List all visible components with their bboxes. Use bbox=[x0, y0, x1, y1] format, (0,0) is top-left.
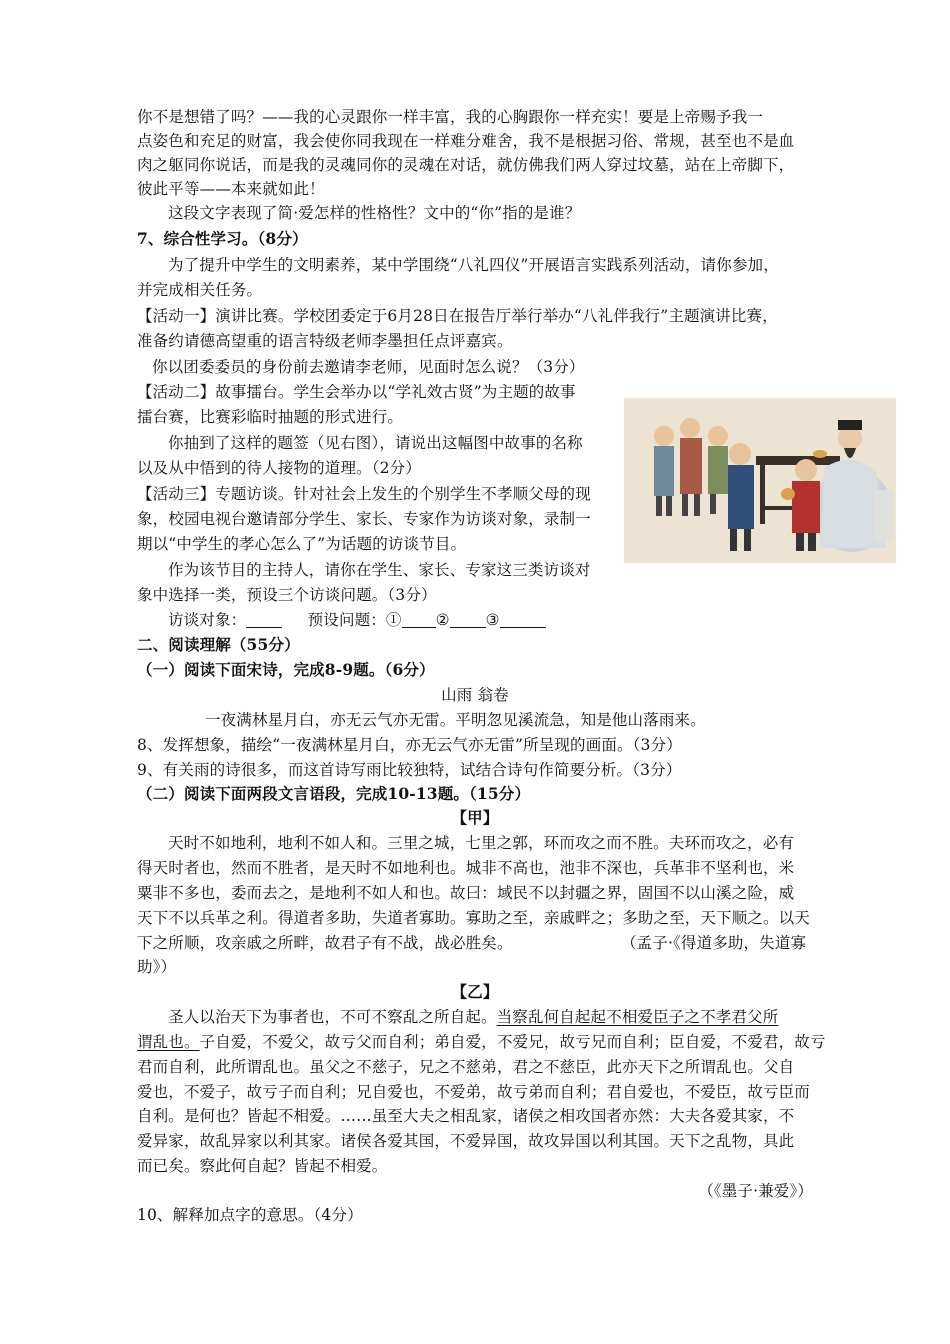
text-line: 作为该节目的主持人，请你在学生、家长、专家这三类访谈对 bbox=[168, 561, 591, 579]
question-line: 8、发挥想象，描绘“一夜满林星月白，亦无云气亦无雷”所呈现的画面。（3分） bbox=[137, 736, 682, 754]
passage-line: 爱也，不爱子，故亏子而自利；兄自爱也，不爱弟，故亏弟而自利；君自爱也，不爱臣，故亏臣而 bbox=[137, 1083, 810, 1101]
underlined-sentence: 谓乱也。 bbox=[137, 1033, 200, 1051]
section-heading: （二）阅读下面两段文言语段，完成10-13题。（15分） bbox=[137, 784, 531, 803]
text-line: 擂台赛，比赛彩临时抽题的形式进行。 bbox=[137, 408, 404, 426]
text-line: 你不是想错了吗？——我的心灵跟你一样丰富，我的心胸跟你一样充实！要是上帝赐予我一 bbox=[137, 108, 764, 126]
passage-line: 下之所顺，攻亲戚之所畔，故君子有不战，战必胜矣。 bbox=[137, 934, 513, 952]
question-mark-3: ③ bbox=[485, 611, 500, 629]
interview-target-label: 访谈对象： bbox=[168, 611, 247, 629]
answer-blank-target[interactable] bbox=[246, 611, 282, 628]
question-line: 这段文字表现了简·爱怎样的性格性？文中的“你”指的是谁？ bbox=[168, 204, 581, 222]
text-line: 肉之躯同你说话，而是我的灵魂同你的灵魂在对话，就仿佛我们两人穿过坟墓，站在上帝脚下， bbox=[137, 156, 795, 174]
passage-line: 爱异家，故乱异家以利其家。诸侯各爱其国，不爱异国，故攻异国以利其国。天下之乱物，具此 bbox=[137, 1132, 795, 1150]
passage-line: 得天时者也，然而不胜者，是天时不如地利也。城非不高也，池非不深也，兵革非不坚利也，米 bbox=[137, 859, 795, 877]
painting-svg bbox=[624, 398, 896, 563]
passage-source: （《墨子·兼爱》） bbox=[698, 1182, 813, 1200]
text-line: 并完成相关任务。 bbox=[137, 281, 263, 299]
text-line: 为了提升中学生的文明素养，某中学围绕“八礼四仪”开展语言实践系列活动，请你参加， bbox=[168, 256, 779, 274]
text-line: 象中选择一类，预设三个访谈问题。（3分） bbox=[137, 586, 437, 604]
interview-answer-line bbox=[168, 608, 546, 632]
text-line: 彼此平等——本来就如此！ bbox=[137, 180, 325, 198]
passage-line: 君而自利，此所谓乱也。虽父之不慈子，兄之不慈弟，君之不慈臣，此亦天下之所谓乱也。父自 bbox=[137, 1058, 795, 1076]
answer-blank-2[interactable] bbox=[450, 611, 486, 628]
passage-text: 子自爱，不爱父，故亏父而自利；弟自爱，不爱兄，故亏兄而自利；臣自爱，不爱君，故亏 bbox=[199, 1033, 826, 1051]
poem-title: 山雨 翁卷 bbox=[441, 686, 509, 704]
question-line: 10、解释加点字的意思。（4分） bbox=[137, 1206, 363, 1224]
passage-line: 粟非不多也，委而去之，是地利不如人和也。故曰：域民不以封疆之界，固国不以山溪之险，威 bbox=[137, 884, 795, 902]
passage-source: （孟子·《得道多助，失道寡 bbox=[621, 934, 807, 952]
poem-text: 一夜满林星月白，亦无云气亦无雷。平明忽见溪流急，知是他山落雨来。 bbox=[205, 711, 706, 729]
passage-line: 天时不如地利，地利不如人和。三里之城，七里之郭，环而攻之而不胜。夫环而攻之，必有 bbox=[168, 834, 795, 852]
passage-text: 圣人以治天下为事者也，不可不察乱之所自起。 bbox=[168, 1008, 497, 1026]
passage-label-jia: 【甲】 bbox=[451, 808, 499, 827]
text-line: 期以“中学生的孝心怎么了”为话题的访谈节目。 bbox=[137, 535, 467, 553]
section-heading: 二、阅读理解（55分） bbox=[137, 635, 300, 654]
text-line: 以及从中悟到的待人接物的道理。（2分） bbox=[137, 459, 421, 477]
passage-source: 助》） bbox=[137, 958, 177, 976]
section-heading: （一）阅读下面宋诗，完成8-9题。（6分） bbox=[137, 660, 435, 679]
interview-questions-label: 预设问题： bbox=[307, 611, 386, 629]
section-heading: 7、综合性学习。（8分） bbox=[137, 229, 308, 248]
question-mark-2: ② bbox=[435, 611, 450, 629]
passage-label-yi: 【乙】 bbox=[451, 982, 499, 1001]
answer-blank-1[interactable] bbox=[402, 611, 436, 628]
text-line: 点姿色和充足的财富，我会使你同我现在一样难分难舍，我不是根据习俗、常规，甚至也不是血 bbox=[137, 132, 795, 150]
text-line: 【活动一】演讲比赛。学校团委定于6月28日在报告厅举行举办“八礼伴我行”主题演讲比赛， bbox=[137, 307, 778, 325]
text-line: 准备约请德高望重的语言特级老师李墨担任点评嘉宾。 bbox=[137, 332, 513, 350]
answer-blank-3[interactable] bbox=[500, 611, 546, 628]
text-line: 【活动三】专题访谈。针对社会上发生的个别学生不孝顺父母的现 bbox=[137, 485, 591, 503]
classroom-painting bbox=[624, 398, 896, 563]
text-line: 象，校园电视台邀请部分学生、家长、专家作为访谈对象，录制一 bbox=[137, 510, 591, 528]
question-mark-1: ① bbox=[385, 611, 402, 629]
question-line: 9、有关雨的诗很多，而这首诗写雨比较独特，试结合诗句作简要分析。（3分） bbox=[137, 761, 682, 779]
passage-line: 而已矣。察此何自起？皆起不相爱。 bbox=[137, 1157, 388, 1175]
passage-line: 自利。是何也？皆起不相爱。……虽至大夫之相乱家，诸侯之相攻国者亦然：大夫各爱其家，不 bbox=[137, 1107, 795, 1125]
question-line: 你以团委委员的身份前去邀请李老师，见面时怎么说？（3分） bbox=[152, 358, 585, 376]
passage-line: 天下不以兵革之利。得道者多助，失道者寡助。寡助之至，亲戚畔之；多助之至，天下顺之。以天 bbox=[137, 909, 810, 927]
text-line: 【活动二】故事擂台。学生会举办以“学礼效古贤”为主题的故事 bbox=[137, 383, 576, 401]
text-line: 你抽到了这样的题签（见右图），请说出这幅图中故事的名称 bbox=[168, 434, 583, 452]
passage-line bbox=[137, 1030, 826, 1054]
underlined-sentence: 当察乱何自起起不相爱臣子之不孝君父所 bbox=[496, 1008, 779, 1026]
passage-line bbox=[168, 1005, 778, 1029]
